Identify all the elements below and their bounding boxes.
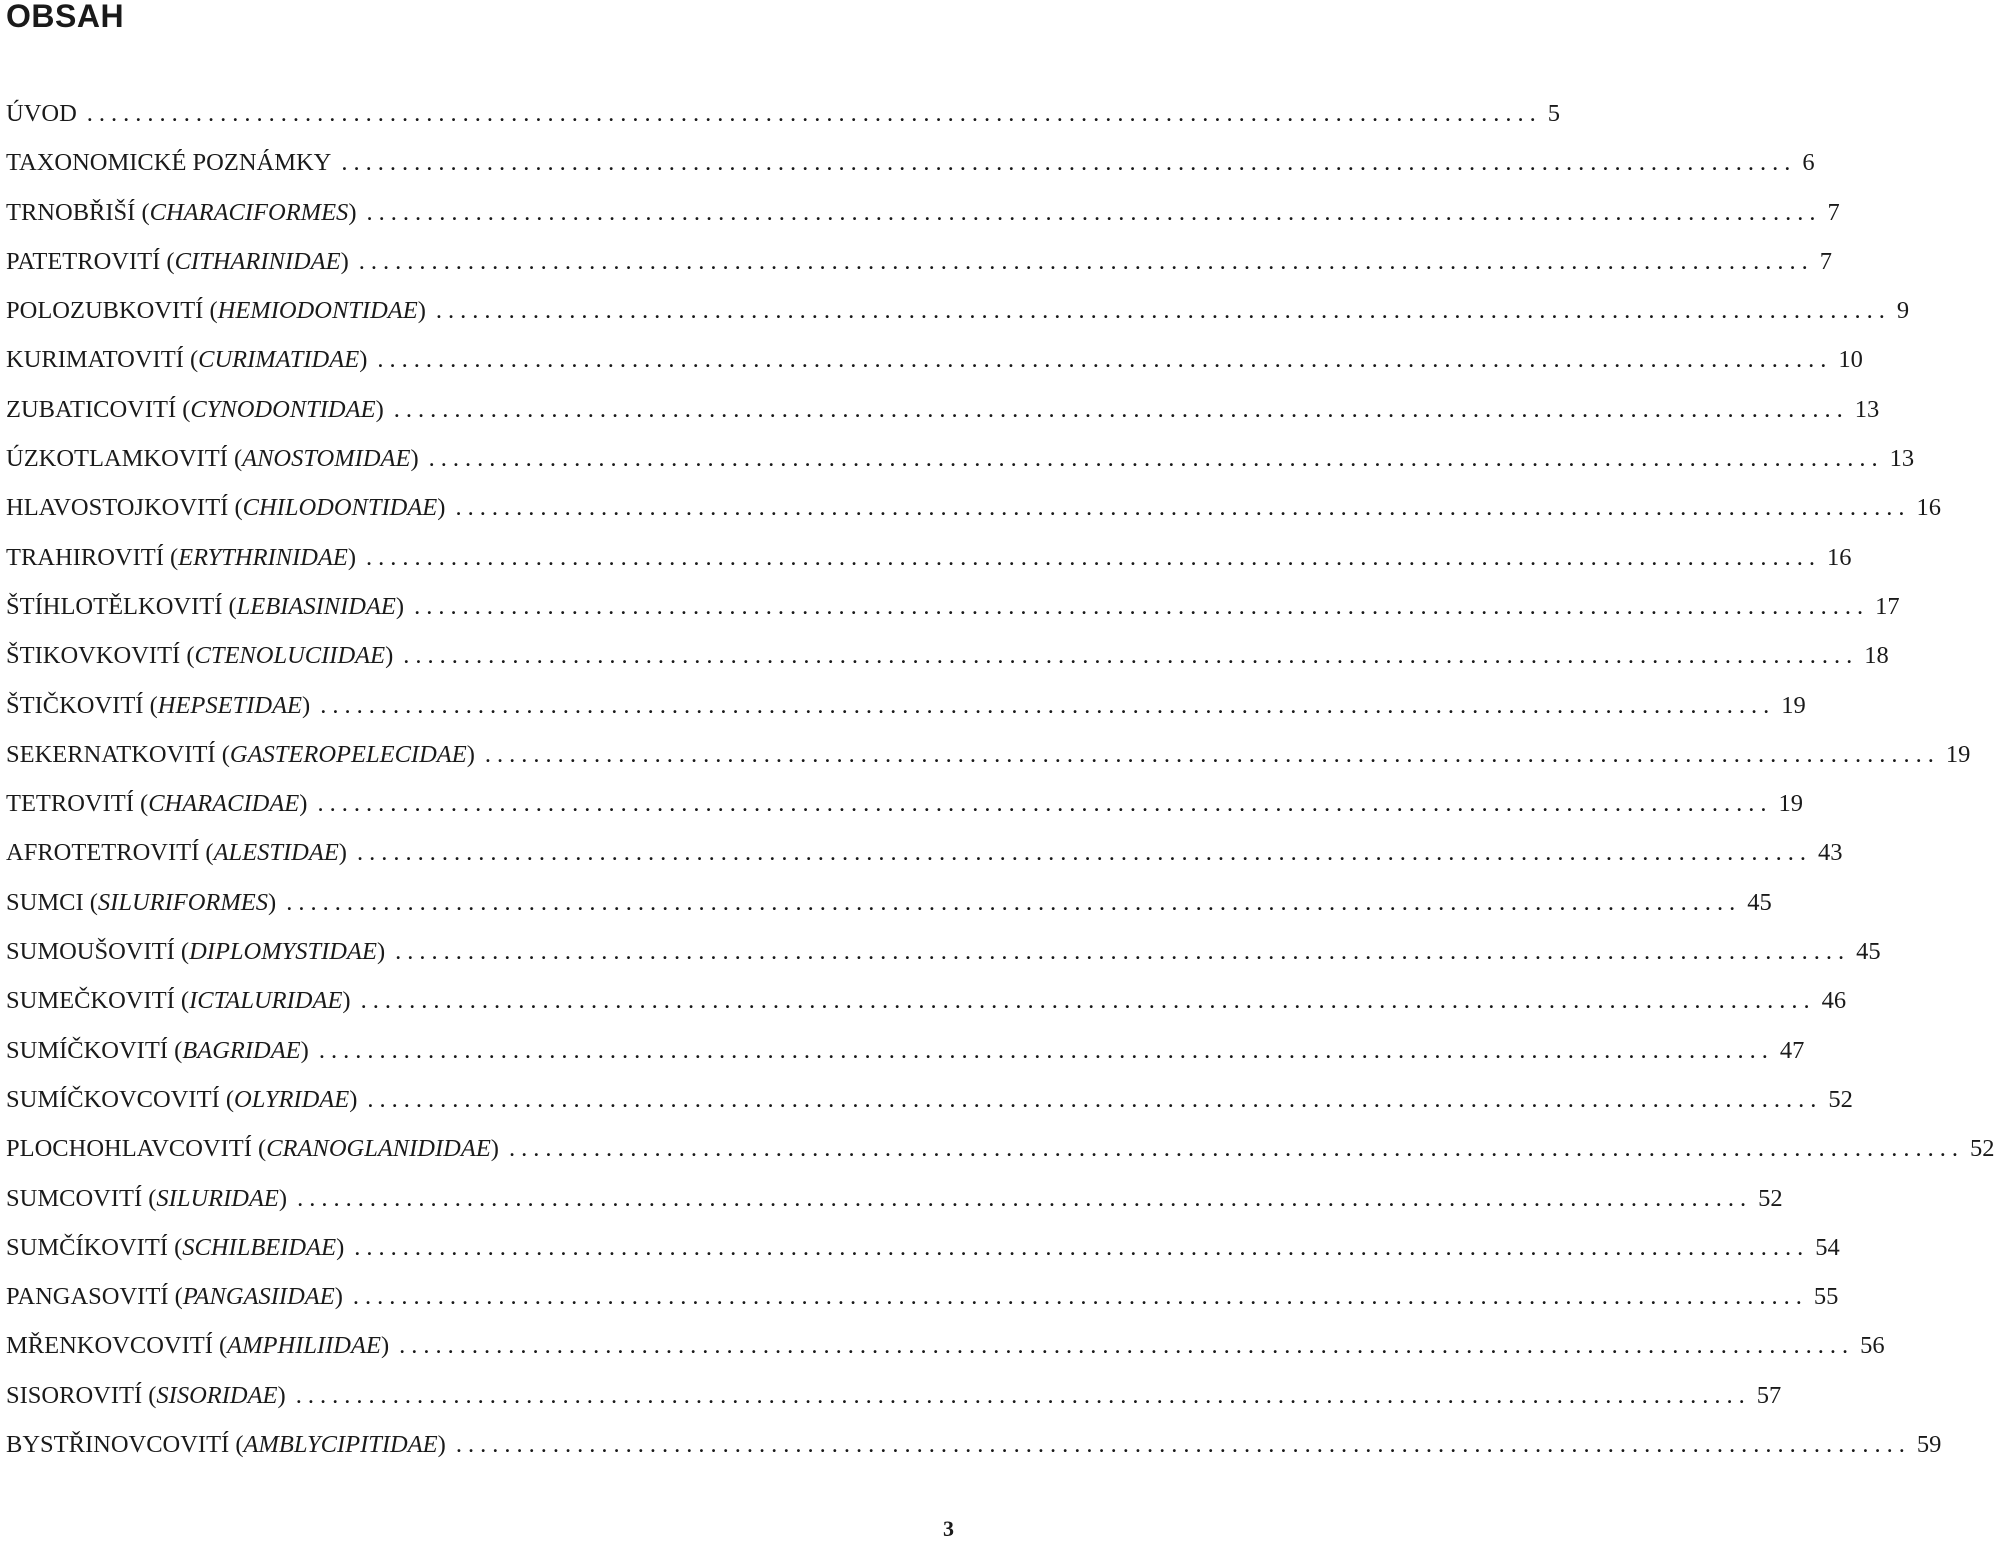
- toc-entry-latin-name: CHILODONTIDAE: [242, 494, 438, 522]
- dot-leader: ........................................................................................................................: [317, 790, 1773, 818]
- toc-entry: [6, 1135, 1994, 1184]
- toc-entry-latin-name: GASTEROPELECIDAE: [229, 740, 467, 768]
- toc-entry: [6, 642, 1889, 691]
- toc-entry-czech-name: PLOCHOHLAVCOVITÍ: [6, 1135, 252, 1163]
- toc-entry-page: 5: [1547, 100, 1561, 127]
- toc-entry-title: [6, 100, 77, 128]
- toc-entry-czech-name: ŠTIKOVKOVITÍ: [6, 642, 181, 670]
- dot-leader: ........................................................................................................................: [295, 1381, 1751, 1409]
- toc-entry: [6, 346, 1863, 395]
- toc-entry-title: KURIMATOVITÍ (CURIMATIDAE): [6, 346, 368, 374]
- dot-leader: ........................................................................................................................: [428, 445, 1884, 473]
- toc-entry: [6, 395, 1880, 445]
- toc-entry-latin-name: ICTALURIDAE: [189, 987, 343, 1015]
- toc-entry-title: SUMČÍKOVITÍ (SCHILBEIDAE): [6, 1233, 345, 1261]
- toc-entry-latin-name: ERYTHRINIDAE: [178, 543, 348, 571]
- toc-entry-latin-name: DIPLOMYSTIDAE: [189, 938, 377, 966]
- toc-entry-latin-name: SILURIDAE: [156, 1184, 279, 1212]
- toc-entry: [6, 1036, 1805, 1086]
- toc-entry-title: MŘENKOVCOVITÍ (AMPHILIIDAE): [6, 1332, 390, 1360]
- toc-entry-czech-name: SUMÍČKOVITÍ: [6, 1036, 168, 1064]
- toc-entry: [6, 790, 1803, 839]
- toc-entry-czech-name: MŘENKOVCOVITÍ: [6, 1332, 213, 1360]
- dot-leader: ........................................................................................................................: [341, 149, 1797, 177]
- toc-entry-title: SUMCI (SILURIFORMES): [6, 888, 277, 916]
- toc-entry-latin-name: OLYRIDAE: [234, 1085, 350, 1113]
- toc-entry-latin-name: CYNODONTIDAE: [190, 395, 376, 423]
- toc-entry-page: 52: [1828, 1085, 1853, 1113]
- toc-entry-page: 7: [1827, 198, 1840, 226]
- toc-entry-latin-name: PANGASIIDAE: [182, 1283, 335, 1311]
- toc-entry-czech-name: TAXONOMICKÉ POZNÁMKY: [6, 149, 332, 177]
- dot-leader: ........................................................................................................................: [354, 1233, 1810, 1261]
- dot-leader: ........................................................................................................................: [455, 494, 1911, 522]
- toc-entry-latin-name: SILURIFORMES: [97, 888, 269, 916]
- toc-entry-title: ŠTIKOVKOVITÍ (CTENOLUCIIDAE): [6, 642, 394, 670]
- toc-entry-czech-name: ÚZKOTLAMKOVITÍ: [6, 445, 228, 473]
- toc-entry-czech-name: AFROTETROVITÍ: [6, 839, 200, 867]
- toc-entry-czech-name: SUMCI: [6, 888, 84, 916]
- toc-entry: [6, 1233, 1840, 1283]
- dot-leader: ........................................................................................................................: [435, 297, 1891, 325]
- toc-entry-page: 57: [1756, 1381, 1782, 1409]
- toc-entry-page: 17: [1875, 592, 1900, 620]
- toc-entry-page: 46: [1821, 987, 1847, 1015]
- toc-entry-page: 6: [1802, 149, 1815, 177]
- dot-leader: ........................................................................................................................: [352, 1283, 1808, 1311]
- toc-entry-czech-name: TETROVITÍ: [6, 790, 134, 818]
- toc-entry: [6, 1085, 1853, 1135]
- toc-entry: [6, 100, 1561, 149]
- toc-entry: [6, 1184, 1783, 1234]
- toc-entry-title: PLOCHOHLAVCOVITÍ (CRANOGLANIDIDAE): [6, 1135, 499, 1163]
- dot-leader: ........................................................................................................................: [403, 642, 1859, 670]
- toc-entry-czech-name: SUMEČKOVITÍ: [6, 987, 175, 1015]
- toc-entry: [6, 888, 1772, 938]
- toc-entry: [6, 494, 1941, 543]
- dot-leader: ........................................................................................................................: [360, 987, 1816, 1015]
- toc-entry-latin-name: BAGRIDAE: [182, 1036, 301, 1064]
- toc-entry: [6, 1381, 1782, 1431]
- toc-entry: [6, 1332, 1885, 1381]
- toc-entry-title: SUMCOVITÍ (SILURIDAE): [6, 1184, 288, 1212]
- toc-entry-page: 52: [1758, 1184, 1783, 1212]
- dot-leader: ........................................................................................................................: [484, 740, 1940, 768]
- toc-entry-latin-name: CITHARINIDAE: [174, 247, 341, 275]
- page-title: OBSAH: [6, 0, 125, 34]
- toc-entry-title: ŠTIČKOVITÍ (HEPSETIDAE): [6, 691, 311, 719]
- toc-entry-title: SUMOUŠOVITÍ (DIPLOMYSTIDAE): [6, 938, 386, 966]
- toc-entry-page: 16: [1827, 543, 1852, 571]
- dot-leader: ........................................................................................................................: [393, 395, 1849, 423]
- toc-entry-title: SUMEČKOVITÍ (ICTALURIDAE): [6, 987, 351, 1015]
- toc-entry-czech-name: HLAVOSTOJKOVITÍ: [6, 494, 229, 522]
- toc-entry-page: 10: [1838, 346, 1863, 374]
- table-of-contents: [6, 100, 1994, 1480]
- toc-entry-title: SEKERNATKOVITÍ (GASTEROPELECIDAE): [6, 740, 475, 768]
- toc-entry-czech-name: ÚVOD: [6, 100, 77, 127]
- toc-entry-page: 45: [1856, 938, 1881, 966]
- toc-entry: [6, 445, 1915, 494]
- dot-leader: ........................................................................................................................: [358, 247, 1814, 275]
- toc-entry-title: AFROTETROVITÍ (ALESTIDAE): [6, 839, 347, 867]
- toc-entry-title: SISOROVITÍ (SISORIDAE): [6, 1381, 286, 1409]
- toc-entry-latin-name: CHARACIDAE: [148, 790, 300, 818]
- toc-entry: [6, 1431, 1942, 1480]
- toc-entry-czech-name: PANGASOVITÍ: [6, 1283, 169, 1311]
- toc-entry-czech-name: ŠTÍHLOTĚLKOVITÍ: [6, 592, 223, 620]
- toc-entry: [6, 592, 1900, 642]
- toc-entry-czech-name: SUMÍČKOVCOVITÍ: [6, 1085, 220, 1113]
- toc-entry-latin-name: SCHILBEIDAE: [182, 1233, 337, 1261]
- toc-entry-latin-name: CHARACIFORMES: [149, 198, 349, 226]
- dot-leader: ........................................................................................................................: [367, 1085, 1823, 1113]
- toc-entry-page: 47: [1779, 1036, 1805, 1064]
- toc-entry-title: PATETROVITÍ (CITHARINIDAE): [6, 247, 349, 275]
- toc-entry-latin-name: LEBIASINIDAE: [236, 592, 396, 620]
- dot-leader: ........................................................................................................................: [320, 691, 1776, 719]
- toc-entry: [6, 987, 1847, 1036]
- toc-entry-czech-name: SUMČÍKOVITÍ: [6, 1233, 168, 1261]
- toc-entry-title: TRAHIROVITÍ (ERYTHRINIDAE): [6, 543, 357, 571]
- toc-entry-latin-name: SISORIDAE: [156, 1381, 278, 1409]
- toc-entry-title: SUMÍČKOVITÍ (BAGRIDAE): [6, 1036, 309, 1064]
- toc-entry-page: 18: [1864, 642, 1889, 670]
- toc-entry-page: 43: [1817, 839, 1843, 867]
- dot-leader: ........................................................................................................................: [318, 1036, 1774, 1064]
- toc-entry: [6, 740, 1971, 790]
- toc-entry-title: SUMÍČKOVCOVITÍ (OLYRIDAE): [6, 1085, 358, 1113]
- toc-entry-czech-name: PATETROVITÍ: [6, 247, 161, 275]
- toc-entry-czech-name: KURIMATOVITÍ: [6, 346, 184, 374]
- toc-entry-latin-name: ALESTIDAE: [213, 839, 339, 867]
- toc-entry-czech-name: ŠTIČKOVITÍ: [6, 691, 144, 719]
- toc-entry-title: BYSTŘINOVCOVITÍ (AMBLYCIPITIDAE): [6, 1431, 446, 1459]
- toc-entry-czech-name: SEKERNATKOVITÍ: [6, 740, 216, 768]
- toc-entry-title: PANGASOVITÍ (PANGASIIDAE): [6, 1283, 343, 1311]
- toc-entry: [6, 543, 1852, 593]
- toc-entry-title: TETROVITÍ (CHARACIDAE): [6, 790, 308, 818]
- toc-entry-page: 7: [1819, 247, 1833, 275]
- toc-entry-page: 55: [1813, 1283, 1839, 1311]
- dot-leader: ........................................................................................................................: [356, 839, 1812, 867]
- toc-entry-czech-name: SISOROVITÍ: [6, 1381, 143, 1409]
- toc-entry-page: 56: [1860, 1332, 1885, 1360]
- toc-entry: [6, 198, 1840, 248]
- toc-entry: [6, 691, 1806, 741]
- toc-entry-page: 13: [1889, 445, 1915, 473]
- toc-entry-page: 13: [1854, 395, 1880, 423]
- page-number: 3: [943, 1516, 954, 1541]
- toc-entry-title: [6, 149, 331, 177]
- toc-entry-page: 59: [1916, 1431, 1942, 1459]
- toc-entry-czech-name: TRNOBŘIŠÍ: [6, 198, 136, 226]
- toc-entry-czech-name: BYSTŘINOVCOVITÍ: [6, 1431, 230, 1459]
- toc-entry-title: ŠTÍHLOTĚLKOVITÍ (LEBIASINIDAE): [6, 592, 405, 620]
- toc-entry-czech-name: POLOZUBKOVITÍ: [6, 297, 204, 325]
- dot-leader: ........................................................................................................................: [455, 1431, 1911, 1459]
- toc-entry-latin-name: CRANOGLANIDIDAE: [266, 1135, 491, 1163]
- toc-entry-latin-name: CTENOLUCIIDAE: [194, 642, 386, 670]
- toc-entry: [6, 1283, 1839, 1332]
- toc-entry-title: POLOZUBKOVITÍ (HEMIODONTIDAE): [6, 297, 426, 325]
- dot-leader: ........................................................................................................................: [86, 100, 1542, 127]
- toc-entry-page: 45: [1747, 888, 1772, 916]
- dot-leader: ........................................................................................................................: [414, 592, 1870, 620]
- toc-entry-latin-name: AMPHILIIDAE: [227, 1332, 381, 1360]
- toc-entry-latin-name: HEPSETIDAE: [157, 691, 303, 719]
- toc-entry-page: 19: [1781, 691, 1806, 719]
- dot-leader: ........................................................................................................................: [508, 1135, 1964, 1163]
- toc-entry: [6, 247, 1833, 297]
- toc-entry-title: TRNOBŘIŠÍ (CHARACIFORMES): [6, 198, 357, 226]
- toc-entry-page: 16: [1916, 494, 1941, 522]
- toc-entry-latin-name: ANOSTOMIDAE: [242, 445, 411, 473]
- toc-entry-czech-name: ZUBATICOVITÍ: [6, 395, 177, 423]
- toc-entry-latin-name: AMBLYCIPITIDAE: [243, 1431, 438, 1459]
- toc-entry-page: 19: [1778, 790, 1803, 818]
- toc-entry: [6, 149, 1815, 198]
- dot-leader: ........................................................................................................................: [377, 346, 1833, 374]
- dot-leader: ........................................................................................................................: [366, 198, 1822, 226]
- toc-entry-czech-name: SUMOUŠOVITÍ: [6, 938, 181, 966]
- toc-entry-title: ZUBATICOVITÍ (CYNODONTIDAE): [6, 395, 384, 423]
- dot-leader: ........................................................................................................................: [366, 543, 1822, 571]
- dot-leader: ........................................................................................................................: [399, 1332, 1855, 1360]
- dot-leader: ........................................................................................................................: [286, 888, 1742, 916]
- toc-entry-title: ÚZKOTLAMKOVITÍ (ANOSTOMIDAE): [6, 445, 419, 473]
- toc-entry-page: 54: [1815, 1233, 1840, 1261]
- toc-entry-czech-name: SUMCOVITÍ: [6, 1184, 143, 1212]
- dot-leader: ........................................................................................................................: [297, 1184, 1753, 1212]
- toc-entry-title: HLAVOSTOJKOVITÍ (CHILODONTIDAE): [6, 494, 446, 522]
- toc-entry: [6, 297, 1910, 346]
- toc-entry-czech-name: TRAHIROVITÍ: [6, 543, 164, 571]
- toc-entry-page: 19: [1945, 740, 1971, 768]
- toc-entry-latin-name: HEMIODONTIDAE: [217, 297, 418, 325]
- toc-entry-page: 9: [1896, 297, 1910, 325]
- dot-leader: ........................................................................................................................: [395, 938, 1851, 966]
- toc-entry-page: 52: [1969, 1135, 1994, 1163]
- toc-entry-latin-name: CURIMATIDAE: [198, 346, 360, 374]
- toc-entry: [6, 938, 1881, 987]
- toc-entry: [6, 839, 1843, 888]
